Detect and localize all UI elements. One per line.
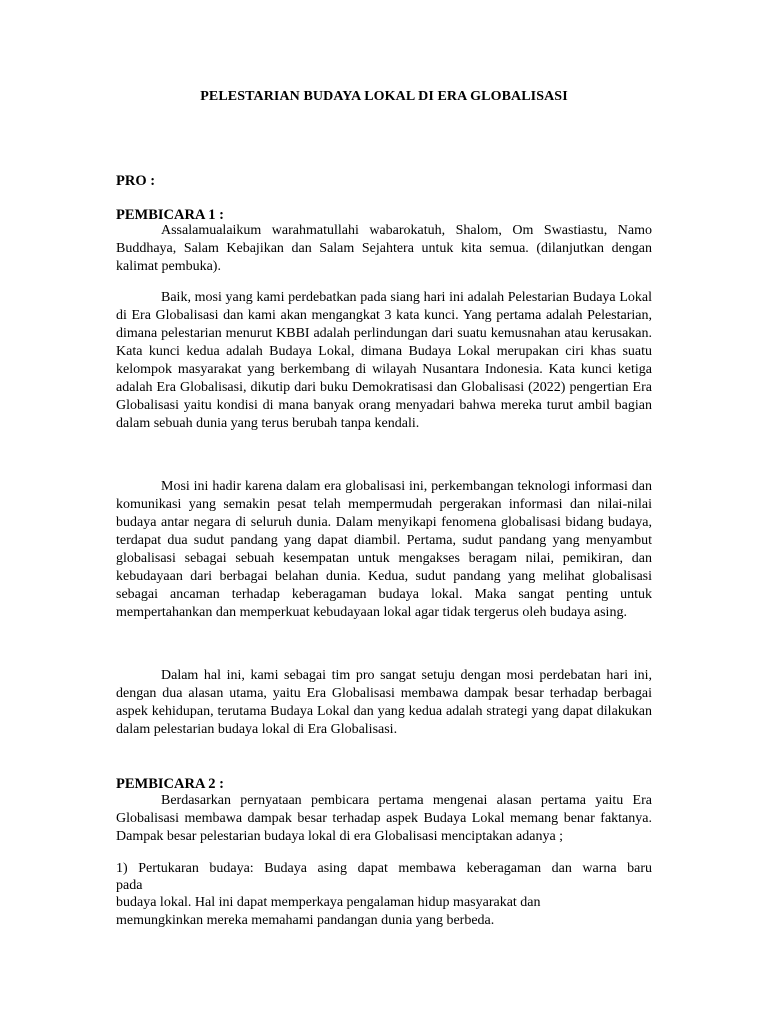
speaker-2-line-1: 1) Pertukaran budaya: Budaya asing dapat membawa keberagaman dan warna baru [116, 861, 652, 876]
document-page [116, 0, 652, 1024]
speaker-2-line-3: budaya lokal. Hal ini dapat memperkaya pengalaman hidup masyarakat dan [116, 895, 541, 910]
pro-heading: PRO : [116, 173, 156, 189]
speaker-1-heading: PEMBICARA 1 : [116, 207, 224, 223]
speaker-1-paragraph-2: Baik, mosi yang kami perdebatkan pada siang hari ini adalah Pelestarian Budaya Lokal di Era Globalisasi dan kami akan mengangkat 3 kata kunci. Yang pertama adalah Pelestarian, dimana pelestarian menurut KBBI adalah perlindungan dari suatu kemusnahan atau kerusakan. Kata kunci kedua adalah Budaya Lokal, dimana Budaya Lokal merupakan ciri khas suatu kelompok masyarakat yang berkembang di wilayah Nusantara Indonesia. Kata kunci ketiga adalah Era Globalisasi, dikutip dari buku Demokratisasi dan Globalisasi (2022) pengertian Era Globalisasi yaitu kondisi di mana banyak orang menyadari bahwa mereka turut ambil bagian dalam sebuah dunia yang terus berubah tanpa kendali. [116, 290, 652, 431]
speaker-2-heading: PEMBICARA 2 : [116, 776, 224, 792]
speaker-2-line-4: memungkinkan mereka memahami pandangan dunia yang berbeda. [116, 913, 495, 928]
document-title: PELESTARIAN BUDAYA LOKAL DI ERA GLOBALISASI [200, 89, 568, 104]
speaker-1-paragraph-3: Mosi ini hadir karena dalam era globalisasi ini, perkembangan teknologi informasi dan komunikasi yang semakin pesat telah mempermudah pergerakan informasi dan nilai-nilai budaya antar negara di seluruh dunia. Dalam menyikapi fenomena globalisasi bidang budaya, terdapat dua sudut pandang yang dapat diambil. Pertama, sudut pandang yang menyambut globalisasi sebagai sebuah kesempatan untuk mengakses beragam nilai, pemikiran, dan kebudayaan dari berbagai belahan dunia. Kedua, sudut pandang yang melihat globalisasi sebagai ancaman terhadap keberagaman budaya lokal. Maka sangat penting untuk mempertahankan dan memperkuat kebudayaan lokal agar tidak tergerus oleh budaya asing. [116, 479, 652, 620]
speaker-2-line-2: pada [116, 878, 143, 893]
speaker-1-paragraph-1: Assalamualaikum warahmatullahi wabarokatuh, Shalom, Om Swastiastu, Namo Buddhaya, Salam Kebajikan dan Salam Sejahtera untuk kita semua. (dilanjutkan dengan kalimat pembuka). [116, 223, 652, 274]
speaker-1-paragraph-4: Dalam hal ini, kami sebagai tim pro sangat setuju dengan mosi perdebatan hari ini, dengan dua alasan utama, yaitu Era Globalisasi membawa dampak besar terhadap berbagai aspek kehidupan, terutama Budaya Lokal dan yang kedua adalah strategi yang dapat dilakukan dalam pelestarian budaya lokal di Era Globalisasi. [116, 668, 652, 737]
speaker-2-paragraph: Berdasarkan pernyataan pembicara pertama mengenai alasan pertama yaitu Era Globalisasi membawa dampak besar terhadap aspek Budaya Lokal memang benar faktanya. Dampak besar pelestarian budaya lokal di era Globalisasi menciptakan adanya ; [116, 793, 652, 844]
